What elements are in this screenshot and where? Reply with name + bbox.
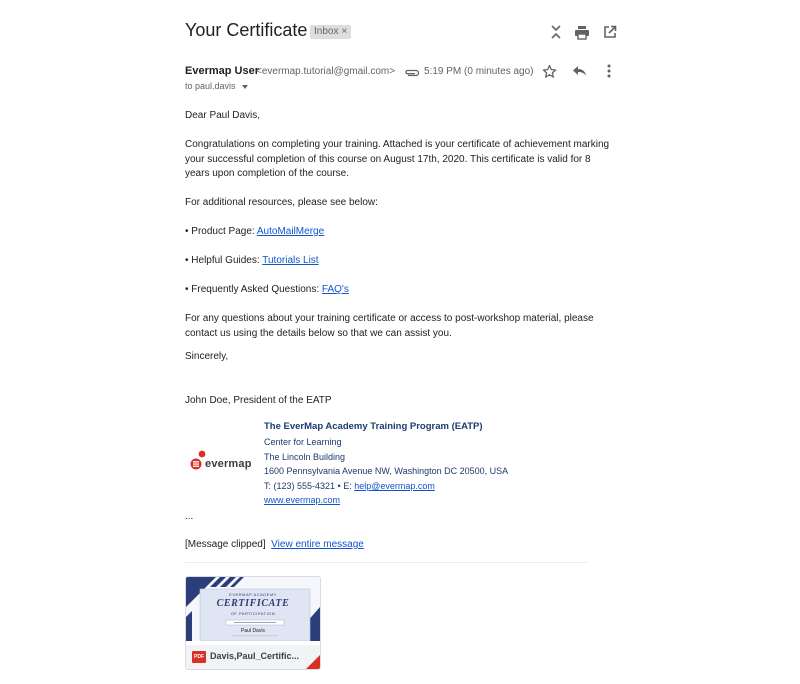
- body-paragraph-3: For any questions about your training certificate or access to post-workshop material, please contact us using the details below so that we can assist you.: [185, 313, 594, 339]
- attachment-filename: Davis,Paul_Certific...: [210, 651, 300, 661]
- chevron-down-icon: [242, 85, 248, 89]
- print-icon[interactable]: [573, 23, 591, 41]
- website-link[interactable]: www.evermap.com: [264, 495, 341, 505]
- sender-email: <evermap.tutorial@gmail.com>: [256, 66, 396, 77]
- email-subject: Your Certificate: [185, 20, 308, 40]
- signature-org: The EverMap Academy Training Program (EATP): [264, 421, 483, 432]
- thumbnail-certificate-title: CERTIFICATE: [216, 598, 290, 609]
- attachments-divider: [185, 562, 587, 563]
- attachment-footer: [186, 645, 320, 669]
- signature-phone: T: (123) 555-4321 • E:: [264, 481, 355, 491]
- clipped-text: [Message clipped]: [185, 539, 266, 550]
- resource-label: • Helpful Guides:: [185, 255, 263, 266]
- logo-wordmark: evermap: [205, 458, 252, 470]
- collapse-all-icon[interactable]: [547, 23, 565, 41]
- signature-line-1: Center for Learning: [264, 437, 342, 447]
- view-entire-message-link[interactable]: View entire message: [271, 539, 364, 550]
- evermap-logo: [189, 448, 259, 479]
- pdf-corner-fold-icon: [306, 655, 320, 669]
- resource-product-page: [185, 225, 615, 240]
- reply-icon[interactable]: [570, 62, 588, 80]
- thumbnail-participation-text: OF PARTICIPATION: [230, 611, 276, 616]
- signature-address: 1600 Pennsylvania Avenue NW, Washington DC 20500, USA: [264, 466, 509, 476]
- sender-name[interactable]: Evermap User: [185, 65, 259, 77]
- pdf-file-icon: PDF: [192, 651, 206, 663]
- signature-contact: [264, 479, 435, 494]
- resource-label: • Product Page:: [185, 226, 257, 237]
- attachment-card[interactable]: [185, 576, 321, 670]
- remove-label-icon[interactable]: ×: [341, 26, 348, 37]
- thumbnail-recipient-name: Paul Davis: [241, 628, 265, 634]
- signer-name: John Doe, President of the EATP: [185, 395, 332, 406]
- body-paragraph-1: Congratulations on completing your training. Attached is your certificate of achievement marking your successful completion of this course on August 17th, 2020. This certificate is valid for 8 years upon completion of the course.: [185, 139, 610, 179]
- inbox-label-badge[interactable]: [310, 25, 351, 39]
- signature-website: [264, 493, 340, 508]
- resource-faq: [185, 283, 615, 298]
- signature-email-link[interactable]: help@evermap.com: [354, 481, 435, 491]
- message-clipped-notice: [185, 538, 615, 553]
- certificate-thumbnail: [186, 577, 320, 641]
- thumbnail-academy-text: EVERMAP ACADEMY: [229, 592, 277, 597]
- greeting: Dear Paul Davis,: [185, 110, 261, 121]
- inbox-label-text: Inbox: [314, 26, 339, 37]
- faq-link[interactable]: FAQ's: [321, 284, 349, 295]
- automailmerge-link[interactable]: AutoMailMerge: [256, 226, 325, 237]
- signature-line-2: The Lincoln Building: [264, 452, 346, 462]
- body-paragraph-2: For additional resources, please see below:: [185, 197, 378, 208]
- trimmed-content-ellipsis[interactable]: ...: [185, 511, 194, 522]
- resource-helpful-guides: [185, 254, 615, 269]
- resource-label: • Frequently Asked Questions:: [185, 284, 322, 295]
- open-in-new-window-icon[interactable]: [601, 23, 619, 41]
- more-options-icon[interactable]: [600, 62, 618, 80]
- message-time: 5:19 PM (0 minutes ago): [424, 66, 534, 77]
- recipients-toggle[interactable]: [185, 81, 248, 91]
- recipient-text: to paul.davis: [185, 81, 236, 91]
- tutorials-list-link[interactable]: Tutorials List: [262, 255, 319, 266]
- attachment-paperclip-icon: [404, 65, 420, 83]
- closing: Sincerely,: [185, 351, 229, 362]
- star-icon[interactable]: [540, 62, 558, 80]
